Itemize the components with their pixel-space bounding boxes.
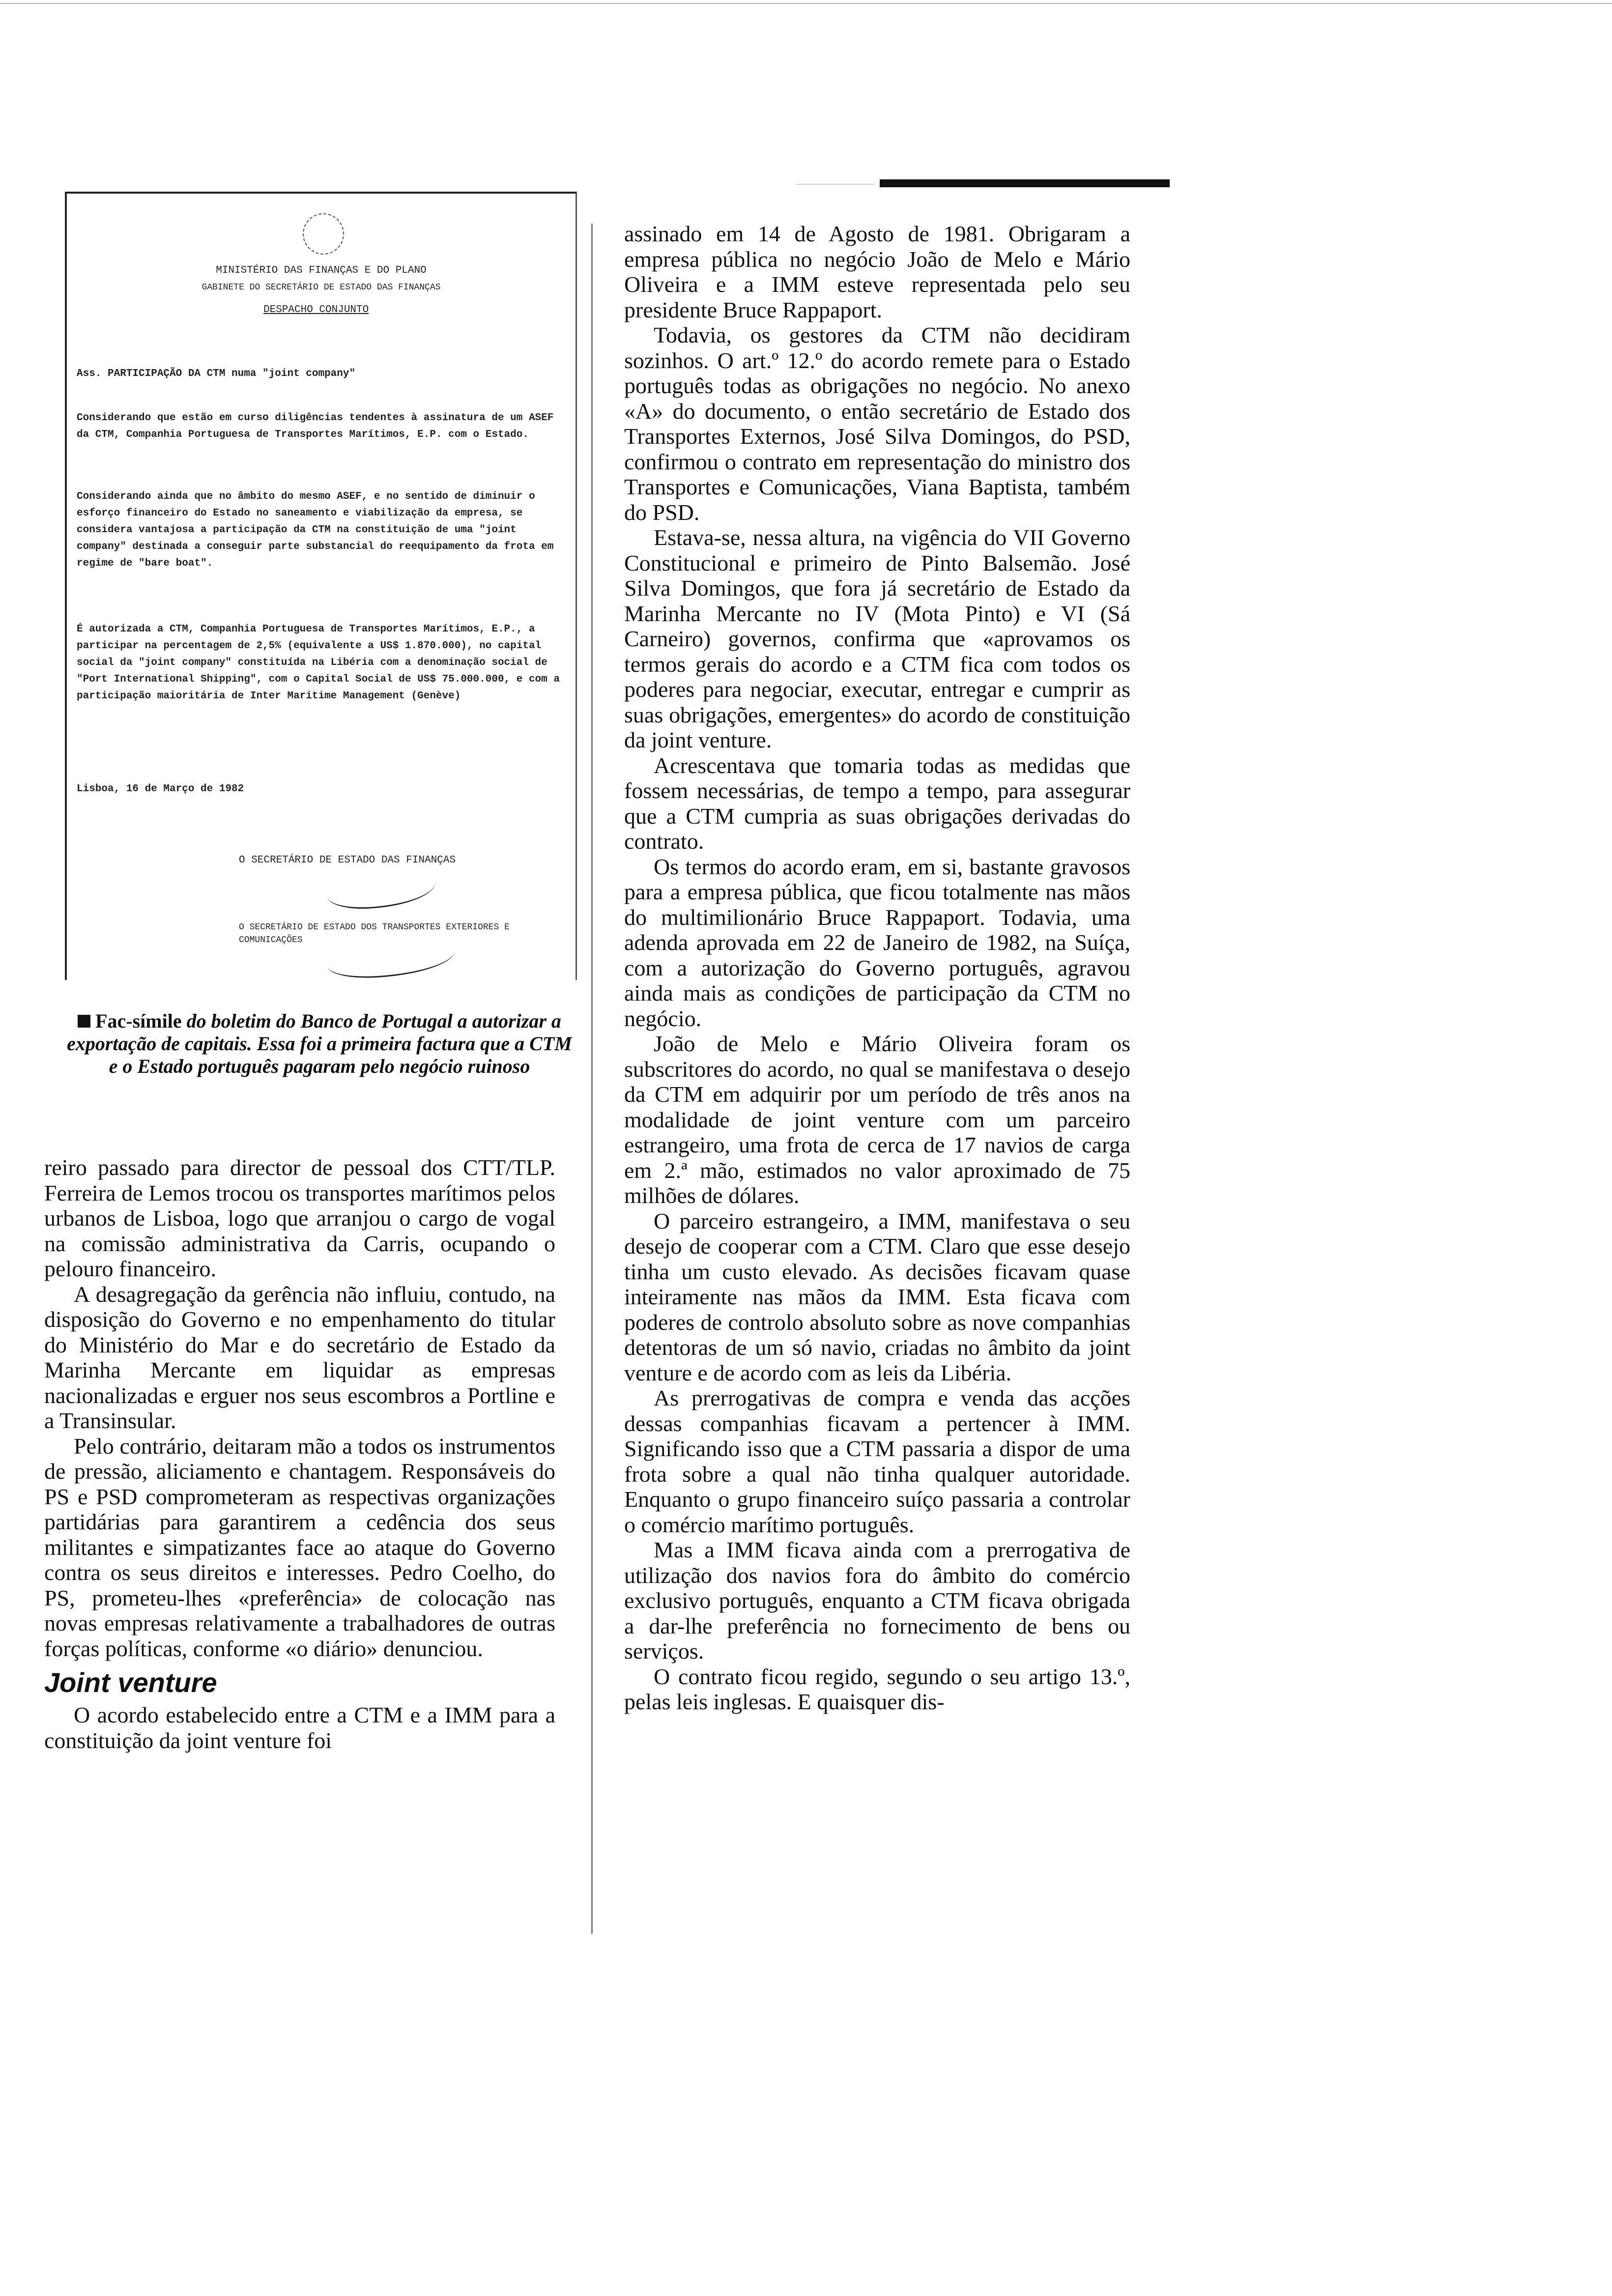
facsimile-signer-2: O SECRETÁRIO DE ESTADO DOS TRANSPORTES EXTERIORES E COMUNICAÇÕES — [239, 922, 510, 945]
right-paragraph-3: Estava-se, nessa altura, na vigência do VII Governo Constitucional e primeiro de Pinto Balsemão. José Silva Domingos, que fora já secretário de Estado da Marinha Mercante no IV (Mota Pinto) e VI (Sá Carneiro) governos, confirma que «aprovamos os termos gerais do acordo e a CTM fica com todos os poderes para negociar, executar, entregar e cumprir as suas obrigações, emergentes» do acordo de constituição da joint venture. — [624, 525, 1130, 752]
top-edge-line — [0, 3, 1612, 4]
facsimile-signer-1: O SECRETÁRIO DE ESTADO DAS FINANÇAS — [239, 855, 456, 866]
right-paragraph-5: Os termos do acordo eram, em si, bastante gravosos para a empresa pública, que ficou totalmente nas mãos do multimilionário Bruce Rappaport. Todavia, uma adenda aprovada em 22 de Janeiro de 1982, na Suíça, com a autorização do Governo português, agravou ainda mais as condições de participação da CTM no negócio. — [624, 854, 1130, 1031]
signature-1 — [326, 868, 437, 911]
right-paragraph-9: Mas a IMM ficava ainda com a prerrogativa de utilização dos navios fora do âmbito do comércio exclusivo português, enquanto a CTM ficava obrigada a dar-lhe preferência no fornecimento de bens ou serviços. — [624, 1537, 1130, 1664]
caption-lead: Fac-símile — [95, 1010, 182, 1032]
right-paragraph-7: O parceiro estrangeiro, a IMM, manifestava o seu desejo de cooperar com a CTM. Claro que esse desejo tinha um custo elevado. As decisões ficavam quase inteiramente nas mãos da IMM. Esta ficava com poderes de controlo absoluto sobre as nove companhias detentoras de um só navio, criadas no âmbito da joint venture e de acordo com as leis da Libéria. — [624, 1208, 1130, 1385]
caption-text: do boletim do Banco de Portugal a autorizar a exportação de capitais. Essa foi a primeira factura que a CTM e o Estado português pagaram pelo negócio ruinoso — [67, 1010, 572, 1077]
right-paragraph-4: Acrescentava que tomaria todas as medidas que fossem necessárias, de tempo a tempo, para assegurar que a CTM cumpria as suas obrigações derivadas do contrato. — [624, 752, 1130, 854]
facsimile-order: DESPACHO CONJUNTO — [263, 304, 369, 316]
left-column — [44, 1155, 555, 1753]
facsimile-cabinet: GABINETE DO SECRETÁRIO DE ESTADO DAS FINANÇAS — [202, 283, 441, 292]
facsimile-para-2: Considerando ainda que no âmbito do mesmo ASEF, e no sentido de diminuir o esforço financeiro do Estado no saneamento e viabilização da empresa, se considera vantajosa a participação da CTM na constituição de uma "joint company" destinada a conseguir parte substancial do reequipamento da frota em regime de "bare boat". — [77, 491, 554, 569]
right-paragraph-2: Todavia, os gestores da CTM não decidiram sozinhos. O art.º 12.º do acordo remete para o Estado português todas as obrigações no negócio. No anexo «A» do documento, o então secretário de Estado dos Transportes Externos, José Silva Domingos, do PSD, confirmou o contrato em representação do ministro dos Transportes e Comunicações, Viana Baptista, também do PSD. — [624, 322, 1130, 525]
section-heading: Joint venture — [44, 1667, 217, 1698]
column-divider — [591, 224, 593, 1934]
right-paragraph-8: As prerrogativas de compra e venda das acções dessas companhias ficavam a pertencer à IMM. Significando isso que a CTM passaria a dispor de uma frota sobre a qual não tinha qualquer autoridade. Enquanto o grupo financeiro suíço passaria a controlar o comércio marítimo português. — [624, 1385, 1130, 1537]
header-thin-rule — [796, 184, 875, 185]
header-rule — [880, 179, 1170, 187]
coat-of-arms-icon — [303, 213, 344, 255]
right-paragraph-10: O contrato ficou regido, segundo o seu artigo 13.º, pelas leis inglesas. E quaisquer dis- — [624, 1664, 1130, 1714]
right-paragraph-6: João de Melo e Mário Oliveira foram os subscritores do acordo, no qual se manifestava o desejo da CTM em adquirir por um período de três anos na modalidade de joint venture com um parceiro estrangeiro, uma frota de cerca de 17 navios de carga em 2.ª mão, estimados no valor aproximado de 75 milhões de dólares. — [624, 1031, 1130, 1208]
left-paragraph-4: O acordo estabelecido entre a CTM e a IMM para a constituição da joint venture foi — [44, 1702, 555, 1753]
facsimile-subject: Ass. PARTICIPAÇÃO DA CTM numa "joint company" — [77, 368, 356, 379]
facsimile-para-1: Considerando que estão em curso diligências tendentes à assinatura de um ASEF da CTM, Companhia Portuguesa de Transportes Marítimos, E.P. com o Estado. — [77, 412, 554, 440]
photo-caption — [66, 1010, 573, 1078]
right-column — [624, 221, 1130, 1715]
left-paragraph-3: Pelo contrário, deitaram mão a todos os instrumentos de pressão, aliciamento e chantagem. Responsáveis do PS e PSD comprometeram as respectivas organizações partidárias para garantirem a cedência dos seus militantes e simpatizantes face ao ataque do Governo contra os seus direitos e interesses. Pedro Coelho, do PS, prometeu-lhes «preferência» de colocação nas novas empresas relativamente a trabalhadores de outras forças políticas, conforme «o diário» denunciou. — [44, 1433, 555, 1661]
facsimile-document — [65, 192, 577, 980]
facsimile-para-3: É autorizada a CTM, Companhia Portuguesa de Transportes Marítimos, E.P., a participar na percentagem de 2,5% (equivalente a US$ 1.870.000), no capital social da "joint company" constituída na Libéria com a denominação social de "Port International Shipping", com o Capital Social de US$ 75.000.000, e com a participação maioritária de Inter Maritime Management (Genève) — [77, 624, 560, 702]
right-paragraph-1: assinado em 14 de Agosto de 1981. Obrigaram a empresa pública no negócio João de Melo e Mário Oliveira e a IMM esteve representada pelo seu presidente Bruce Rappaport. — [624, 221, 1130, 322]
facsimile-date: Lisboa, 16 de Março de 1982 — [77, 783, 244, 795]
left-paragraph-1: reiro passado para director de pessoal dos CTT/TLP. Ferreira de Lemos trocou os transportes marítimos pelos urbanos de Lisboa, logo que arranjou o cargo de vogal na comissão administrativa da Carris, ocupando o pelouro financeiro. — [44, 1155, 555, 1281]
bullet-square-icon — [78, 1015, 90, 1028]
left-paragraph-2: A desagregação da gerência não influiu, contudo, na disposição do Governo e no empenhamento do titular do Ministério do Mar e do secretário de Estado da Marinha Mercante em liquidar as empresas nacionalizadas e erguer nos seus escombros a Portline e a Transinsular. — [44, 1281, 555, 1433]
facsimile-ministry: MINISTÉRIO DAS FINANÇAS E DO PLANO — [216, 265, 427, 276]
